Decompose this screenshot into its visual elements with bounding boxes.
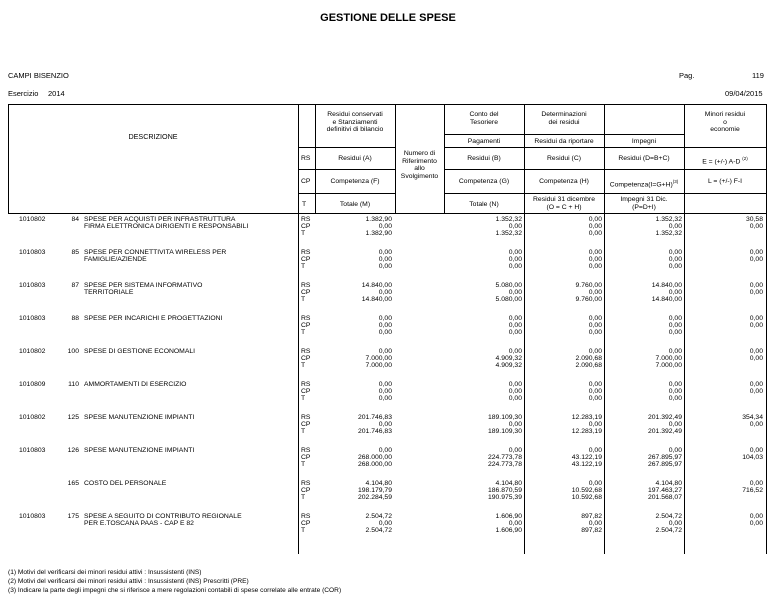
row-value-d: 0,00 0,00 0,00 [668, 381, 682, 403]
row-value-a: 2.504,72 0,00 2.504,72 [365, 513, 392, 535]
row-value-a: 0,00 7.000,00 7.000,00 [365, 348, 392, 370]
row-value-c: 897,82 0,00 897,82 [581, 513, 602, 535]
row-divider [444, 147, 767, 148]
row-value-c: 12.283,19 0,00 12.283,19 [571, 414, 602, 436]
table-row [9, 216, 766, 249]
table-row [9, 381, 766, 414]
col-impegni-31: Impegni 31 Dic. (P=D+I) [620, 196, 668, 211]
row-value-c: 0,00 43.122,19 43.122,19 [571, 447, 602, 469]
row-value-a: 4.104,80 198.179,79 202.284,59 [357, 480, 392, 502]
row-value-c: 0,00 0,00 0,00 [588, 216, 602, 238]
row-number: 88 [71, 315, 79, 322]
row-type-labels: RS CP T [301, 447, 311, 469]
row-type-labels: RS CP T [301, 348, 311, 370]
row-code: 1010803 [19, 447, 46, 454]
col-conto-tesoriere: Conto del Tesoriere [469, 111, 499, 126]
row-value-d: 0,00 7.000,00 7.000,00 [655, 348, 682, 370]
row-divider [298, 193, 395, 194]
col-formula-l: L = (+/-) F-I [707, 178, 743, 185]
col-totale-n: Totale (N) [469, 201, 499, 208]
row-value-b: 1.352,32 0,00 1.352,32 [495, 216, 522, 238]
col-determinazione-residui: Determinazioni dei residui [541, 111, 587, 126]
col-residui-conservati: Residui conservati e Stanziamenti definitivi di bilancio [326, 111, 384, 134]
data-table-body [9, 216, 766, 546]
col-numero-riferimento: Numero di Riferimento allo Svolgimento [400, 150, 439, 180]
row-value-e: 0,00 0,00 [749, 249, 763, 264]
row-value-b: 0,00 4.909,32 4.909,32 [495, 348, 522, 370]
col-residui-da-riportare: Residui da riportare [534, 138, 594, 145]
row-value-c: 0,00 0,00 0,00 [588, 249, 602, 271]
row-value-a: 1.382,90 0,00 1.382,90 [365, 216, 392, 238]
row-value-d: 2.504,72 0,00 2.504,72 [655, 513, 682, 535]
page-label: Pag. [679, 71, 695, 80]
page-title: GESTIONE DELLE SPESE [320, 12, 456, 24]
table-row [9, 480, 766, 513]
row-divider [444, 169, 767, 170]
row-value-a: 0,00 268.000,00 268.000,00 [357, 447, 392, 469]
row-code: 1010803 [19, 315, 46, 322]
col-minori-residui: Minori residui o economie [704, 111, 746, 134]
row-code: 1010802 [19, 216, 46, 223]
row-number: 175 [67, 513, 79, 520]
row-divider [298, 169, 395, 170]
row-description: SPESE MANUTENZIONE IMPIANTI [84, 447, 195, 454]
row-description: SPESE A SEGUITO DI CONTRIBUTO REGIONALE PER E.TOSCANA PAAS - CAP E 82 [84, 513, 242, 528]
row-code: 1010803 [19, 513, 46, 520]
row-number: 126 [67, 447, 79, 454]
row-type-labels: RS CP T [301, 216, 311, 238]
row-value-b: 0,00 0,00 0,00 [508, 315, 522, 337]
row-code: 1010803 [19, 282, 46, 289]
row-number: 110 [68, 381, 79, 388]
row-code: 1010802 [19, 414, 46, 421]
row-value-d: 0,00 267.895,97 267.895,97 [647, 447, 682, 469]
row-value-d: 0,00 0,00 0,00 [668, 315, 682, 337]
row-number: 100 [67, 348, 79, 355]
row-code: 1010809 [19, 381, 46, 388]
row-divider [298, 147, 395, 148]
row-value-b: 0,00 0,00 0,00 [508, 381, 522, 403]
row-value-e: 0,00 0,00 [749, 381, 763, 396]
footnote-2: (2) Motivi del verificarsi dei minori residui attivi : Insussistenti (INS) Prescritti (PRE) [8, 578, 249, 585]
col-competenza-f: Competenza (F) [330, 178, 380, 185]
row-value-d: 201.392,49 0,00 201.392,49 [647, 414, 682, 436]
row-number: 85 [71, 249, 79, 256]
row-value-a: 14.840,00 0,00 14.840,00 [361, 282, 392, 304]
row-value-c: 9.760,00 0,00 9.760,00 [575, 282, 602, 304]
row-value-a: 0,00 0,00 0,00 [378, 381, 392, 403]
col-residui-b: Residui (B) [467, 155, 501, 162]
row-value-e: 0,00 0,00 [749, 513, 763, 528]
row-value-e: 354,34 0,00 [742, 414, 763, 429]
row-number: 165 [67, 480, 79, 487]
row-value-d: 1.352,32 0,00 1.352,32 [655, 216, 682, 238]
table-row [9, 513, 766, 546]
row-value-b: 0,00 0,00 0,00 [508, 249, 522, 271]
row-value-d: 14.840,00 0,00 14.840,00 [651, 282, 682, 304]
row-description: SPESE PER CONNETTIVITA WIRELESS PER FAMIGLIE/AZIENDE [84, 249, 227, 264]
col-formula-e: E = (+/-) A-D $^{(2)}$ [702, 156, 748, 166]
label-t: T [302, 201, 307, 208]
row-value-d: 4.104,80 197.463,27 201.568,07 [647, 480, 682, 502]
row-value-c: 0,00 0,00 0,00 [588, 381, 602, 403]
col-competenza-i: Competenza(I=G+H)$^{(3)}$ [609, 179, 679, 189]
row-value-a: 201.746,83 0,00 201.746,83 [357, 414, 392, 436]
esercizio-year: 2014 [48, 89, 65, 98]
row-number: 125 [67, 414, 79, 421]
column-divider [766, 104, 767, 554]
table-row [9, 282, 766, 315]
row-value-d: 0,00 0,00 0,00 [668, 249, 682, 271]
row-code: 1010803 [19, 249, 46, 256]
row-number: 84 [71, 216, 79, 223]
row-type-labels: RS CP T [301, 315, 311, 337]
row-value-b: 4.104,80 186.870,59 190.975,39 [487, 480, 522, 502]
row-value-b: 1.606,90 0,00 1.606,90 [495, 513, 522, 535]
row-type-labels: RS CP T [301, 249, 311, 271]
col-residui-d: Residui (D=B+C) [618, 155, 670, 162]
row-code: 1010802 [19, 348, 46, 355]
footnote-3: (3) Indicare la parte degli impegni che si riferisce a mere regolazioni contabili di spese correlate alle entrate (COR) [8, 587, 342, 594]
col-residui-31: Residui 31 dicembre (O = C + H) [533, 196, 595, 211]
row-description: COSTO DEL PERSONALE [84, 480, 167, 487]
col-residui-c: Residui (C) [547, 155, 581, 162]
row-description: AMMORTAMENTI DI ESERCIZIO [84, 381, 187, 388]
table-row [9, 348, 766, 381]
row-value-b: 0,00 224.773,78 224.773,78 [487, 447, 522, 469]
table-row [9, 447, 766, 480]
col-impegni: Impegni [631, 138, 657, 145]
row-value-c: 0,00 0,00 0,00 [588, 315, 602, 337]
col-residui-a: Residui (A) [338, 155, 372, 162]
row-value-c: 0,00 10.592,68 10.592,68 [571, 480, 602, 502]
table-row [9, 315, 766, 348]
row-value-e: 0,00 0,00 [749, 315, 763, 330]
row-description: SPESE PER INCARICHI E PROGETTAZIONI [84, 315, 223, 322]
row-value-a: 0,00 0,00 0,00 [378, 315, 392, 337]
row-value-e: 0,00 0,00 [749, 348, 763, 363]
page-number: 119 [752, 71, 764, 80]
table-row [9, 249, 766, 282]
entity-name: CAMPI BISENZIO [8, 71, 69, 80]
row-value-e: 0,00 104,03 [742, 447, 763, 462]
col-competenza-h: Competenza (H) [539, 178, 589, 185]
row-value-e: 30,58 0,00 [745, 216, 763, 231]
row-value-b: 189.109,30 0,00 189.109,30 [487, 414, 522, 436]
row-description: SPESE MANUTENZIONE IMPIANTI [84, 414, 195, 421]
esercizio-label: Esercizio [8, 89, 39, 98]
row-type-labels: RS CP T [301, 282, 311, 304]
col-pagamenti: Pagamenti [467, 138, 501, 145]
row-divider [444, 193, 767, 194]
label-cp: CP [301, 178, 311, 185]
col-totale-m: Totale (M) [339, 201, 371, 208]
row-value-e: 0,00 716,52 [742, 480, 763, 495]
footnote-1: (1) Motivi del verificarsi dei minori residui attivi : Insussistenti (INS) [8, 569, 202, 576]
row-value-a: 0,00 0,00 0,00 [378, 249, 392, 271]
col-descrizione: DESCRIZIONE [128, 132, 178, 141]
row-type-labels: RS CP T [301, 480, 311, 502]
table-row [9, 414, 766, 447]
row-number: 87 [71, 282, 79, 289]
row-value-e: 0,00 0,00 [749, 282, 763, 297]
row-description: SPESE PER ACQUISTI PER INFRASTRUTTURA FIRMA ELETTRONICA DIRIGENTI E RESPONSABILI [84, 216, 249, 231]
row-divider [444, 134, 684, 135]
report-date: 09/04/2015 [725, 89, 763, 98]
row-value-b: 5.080,00 0,00 5.080,00 [495, 282, 522, 304]
row-value-c: 0,00 2.090,68 2.090,68 [575, 348, 602, 370]
label-rs: RS [301, 155, 311, 162]
row-description: SPESE DI GESTIONE ECONOMALI [84, 348, 196, 355]
row-type-labels: RS CP T [301, 414, 311, 436]
row-type-labels: RS CP T [301, 513, 311, 535]
row-type-labels: RS CP T [301, 381, 311, 403]
col-competenza-g: Competenza (G) [458, 178, 510, 185]
row-description: SPESE PER SISTEMA INFORMATIVO TERRITORIALE [84, 282, 203, 297]
